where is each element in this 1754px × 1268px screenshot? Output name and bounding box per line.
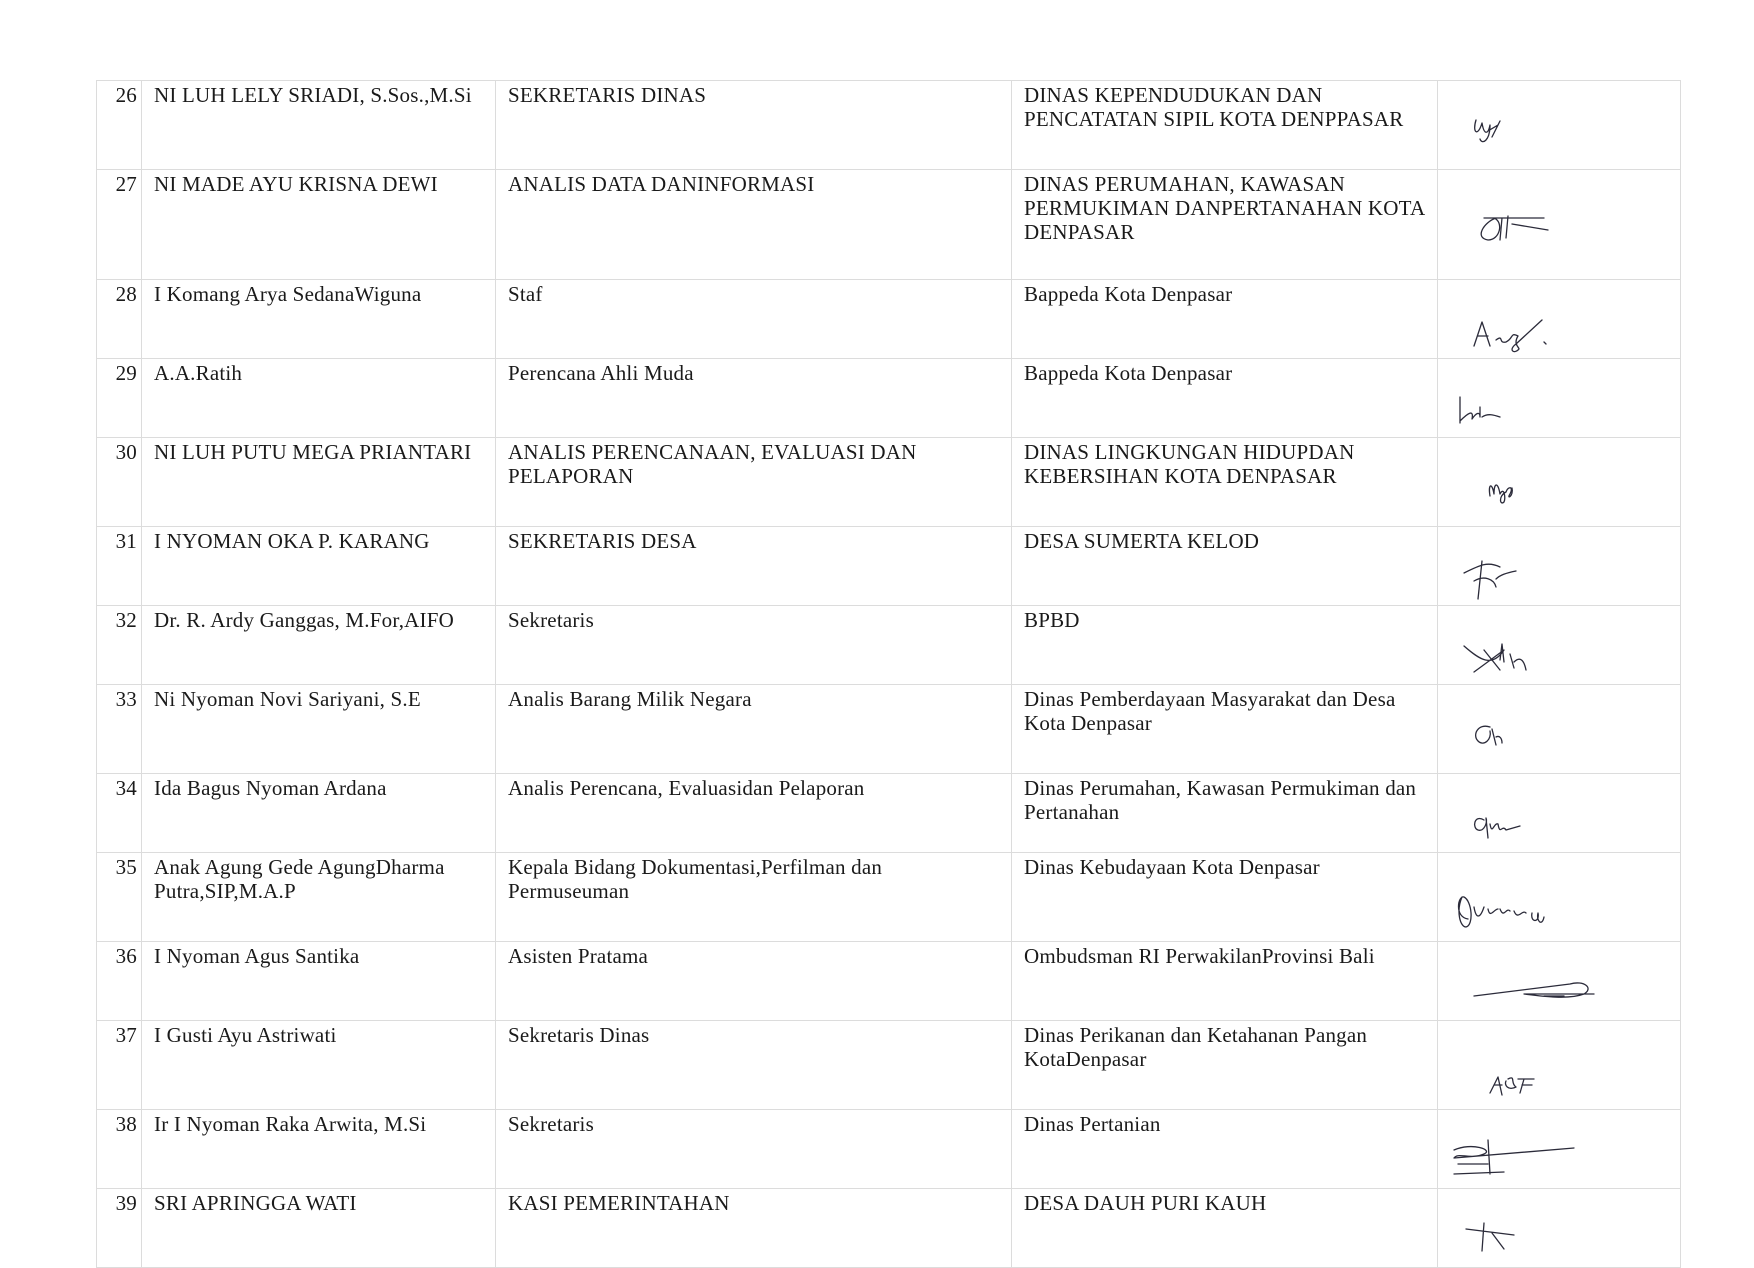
row-number: 27 xyxy=(97,170,142,280)
participant-name: I Komang Arya SedanaWiguna xyxy=(142,280,496,359)
participant-agency: Dinas Pertanian xyxy=(1012,1110,1438,1189)
signature-cell xyxy=(1438,81,1681,170)
signature-icon xyxy=(1444,1114,1624,1189)
participant-name: I Gusti Ayu Astriwati xyxy=(142,1021,496,1110)
participant-name: NI LUH PUTU MEGA PRIANTARI xyxy=(142,438,496,527)
signature-cell xyxy=(1438,1021,1681,1110)
signature-cell xyxy=(1438,1110,1681,1189)
participant-position: Kepala Bidang Dokumentasi,Perfilman dan Permuseuman xyxy=(496,853,1012,942)
participant-name: NI MADE AYU KRISNA DEWI xyxy=(142,170,496,280)
participant-position: ANALIS DATA DANINFORMASI xyxy=(496,170,1012,280)
table-row xyxy=(97,942,1681,1021)
table-row xyxy=(97,81,1681,170)
signature-icon xyxy=(1444,284,1624,359)
signature-cell xyxy=(1438,1189,1681,1268)
table-row xyxy=(97,1021,1681,1110)
signature-cell xyxy=(1438,942,1681,1021)
signature-cell xyxy=(1438,438,1681,527)
participant-position: Sekretaris xyxy=(496,1110,1012,1189)
row-number: 26 xyxy=(97,81,142,170)
participant-position: SEKRETARIS DESA xyxy=(496,527,1012,606)
participant-name: Ir I Nyoman Raka Arwita, M.Si xyxy=(142,1110,496,1189)
participant-agency: Dinas Perumahan, Kawasan Permukiman dan Pertanahan xyxy=(1012,774,1438,853)
signature-icon xyxy=(1444,857,1624,939)
participant-position: Staf xyxy=(496,280,1012,359)
signature-icon xyxy=(1444,174,1624,256)
signature-icon xyxy=(1444,689,1624,771)
signature-cell xyxy=(1438,606,1681,685)
participant-position: Sekretaris Dinas xyxy=(496,1021,1012,1110)
row-number: 32 xyxy=(97,606,142,685)
row-number: 35 xyxy=(97,853,142,942)
table-row xyxy=(97,774,1681,853)
participant-name: Ni Nyoman Novi Sariyani, S.E xyxy=(142,685,496,774)
signature-icon xyxy=(1444,85,1624,167)
participant-name: SRI APRINGGA WATI xyxy=(142,1189,496,1268)
participant-agency: Bappeda Kota Denpasar xyxy=(1012,280,1438,359)
participant-agency: DESA DAUH PURI KAUH xyxy=(1012,1189,1438,1268)
participant-name: I Nyoman Agus Santika xyxy=(142,942,496,1021)
signature-icon xyxy=(1444,1025,1624,1107)
signature-icon xyxy=(1444,778,1624,853)
participant-agency: DINAS LINGKUNGAN HIDUPDAN KEBERSIHAN KOTA DENPASAR xyxy=(1012,438,1438,527)
row-number: 39 xyxy=(97,1189,142,1268)
row-number: 36 xyxy=(97,942,142,1021)
row-number: 28 xyxy=(97,280,142,359)
participant-position: KASI PEMERINTAHAN xyxy=(496,1189,1012,1268)
table-row xyxy=(97,685,1681,774)
row-number: 38 xyxy=(97,1110,142,1189)
participant-agency: BPBD xyxy=(1012,606,1438,685)
table-row xyxy=(97,170,1681,280)
row-number: 30 xyxy=(97,438,142,527)
signature-icon xyxy=(1444,610,1624,685)
table-row xyxy=(97,438,1681,527)
participant-agency: Bappeda Kota Denpasar xyxy=(1012,359,1438,438)
signature-icon xyxy=(1444,946,1624,1021)
signature-cell xyxy=(1438,774,1681,853)
participant-agency: DESA SUMERTA KELOD xyxy=(1012,527,1438,606)
table-row xyxy=(97,853,1681,942)
participant-name: Anak Agung Gede AgungDharma Putra,SIP,M.A.P xyxy=(142,853,496,942)
row-number: 33 xyxy=(97,685,142,774)
table-row xyxy=(97,280,1681,359)
signature-icon xyxy=(1444,363,1624,438)
row-number: 31 xyxy=(97,527,142,606)
table-row xyxy=(97,1110,1681,1189)
signature-icon xyxy=(1444,1193,1624,1268)
participant-name: A.A.Ratih xyxy=(142,359,496,438)
row-number: 37 xyxy=(97,1021,142,1110)
table-row xyxy=(97,1189,1681,1268)
signature-cell xyxy=(1438,170,1681,280)
participant-name: I NYOMAN OKA P. KARANG xyxy=(142,527,496,606)
participant-agency: Dinas Perikanan dan Ketahanan Pangan KotaDenpasar xyxy=(1012,1021,1438,1110)
participant-position: Perencana Ahli Muda xyxy=(496,359,1012,438)
participant-agency: Dinas Kebudayaan Kota Denpasar xyxy=(1012,853,1438,942)
signature-cell xyxy=(1438,853,1681,942)
row-number: 34 xyxy=(97,774,142,853)
signature-icon xyxy=(1444,531,1624,606)
signature-cell xyxy=(1438,685,1681,774)
participant-position: ANALIS PERENCANAAN, EVALUASI DAN PELAPORAN xyxy=(496,438,1012,527)
table-row xyxy=(97,359,1681,438)
participant-agency: DINAS KEPENDUDUKAN DAN PENCATATAN SIPIL KOTA DENPPASAR xyxy=(1012,81,1438,170)
participant-position: SEKRETARIS DINAS xyxy=(496,81,1012,170)
participant-position: Sekretaris xyxy=(496,606,1012,685)
attendance-table-body xyxy=(97,81,1681,1268)
table-row xyxy=(97,527,1681,606)
participant-name: NI LUH LELY SRIADI, S.Sos.,M.Si xyxy=(142,81,496,170)
attendance-table xyxy=(96,80,1681,1268)
participant-agency: Ombudsman RI PerwakilanProvinsi Bali xyxy=(1012,942,1438,1021)
participant-agency: Dinas Pemberdayaan Masyarakat dan Desa Kota Denpasar xyxy=(1012,685,1438,774)
signature-cell xyxy=(1438,280,1681,359)
participant-name: Ida Bagus Nyoman Ardana xyxy=(142,774,496,853)
participant-position: Asisten Pratama xyxy=(496,942,1012,1021)
participant-position: Analis Barang Milik Negara xyxy=(496,685,1012,774)
signature-cell xyxy=(1438,359,1681,438)
row-number: 29 xyxy=(97,359,142,438)
signature-icon xyxy=(1444,442,1624,524)
table-row xyxy=(97,606,1681,685)
participant-agency: DINAS PERUMAHAN, KAWASAN PERMUKIMAN DANPERTANAHAN KOTA DENPASAR xyxy=(1012,170,1438,280)
signature-cell xyxy=(1438,527,1681,606)
participant-name: Dr. R. Ardy Ganggas, M.For,AIFO xyxy=(142,606,496,685)
participant-position: Analis Perencana, Evaluasidan Pelaporan xyxy=(496,774,1012,853)
